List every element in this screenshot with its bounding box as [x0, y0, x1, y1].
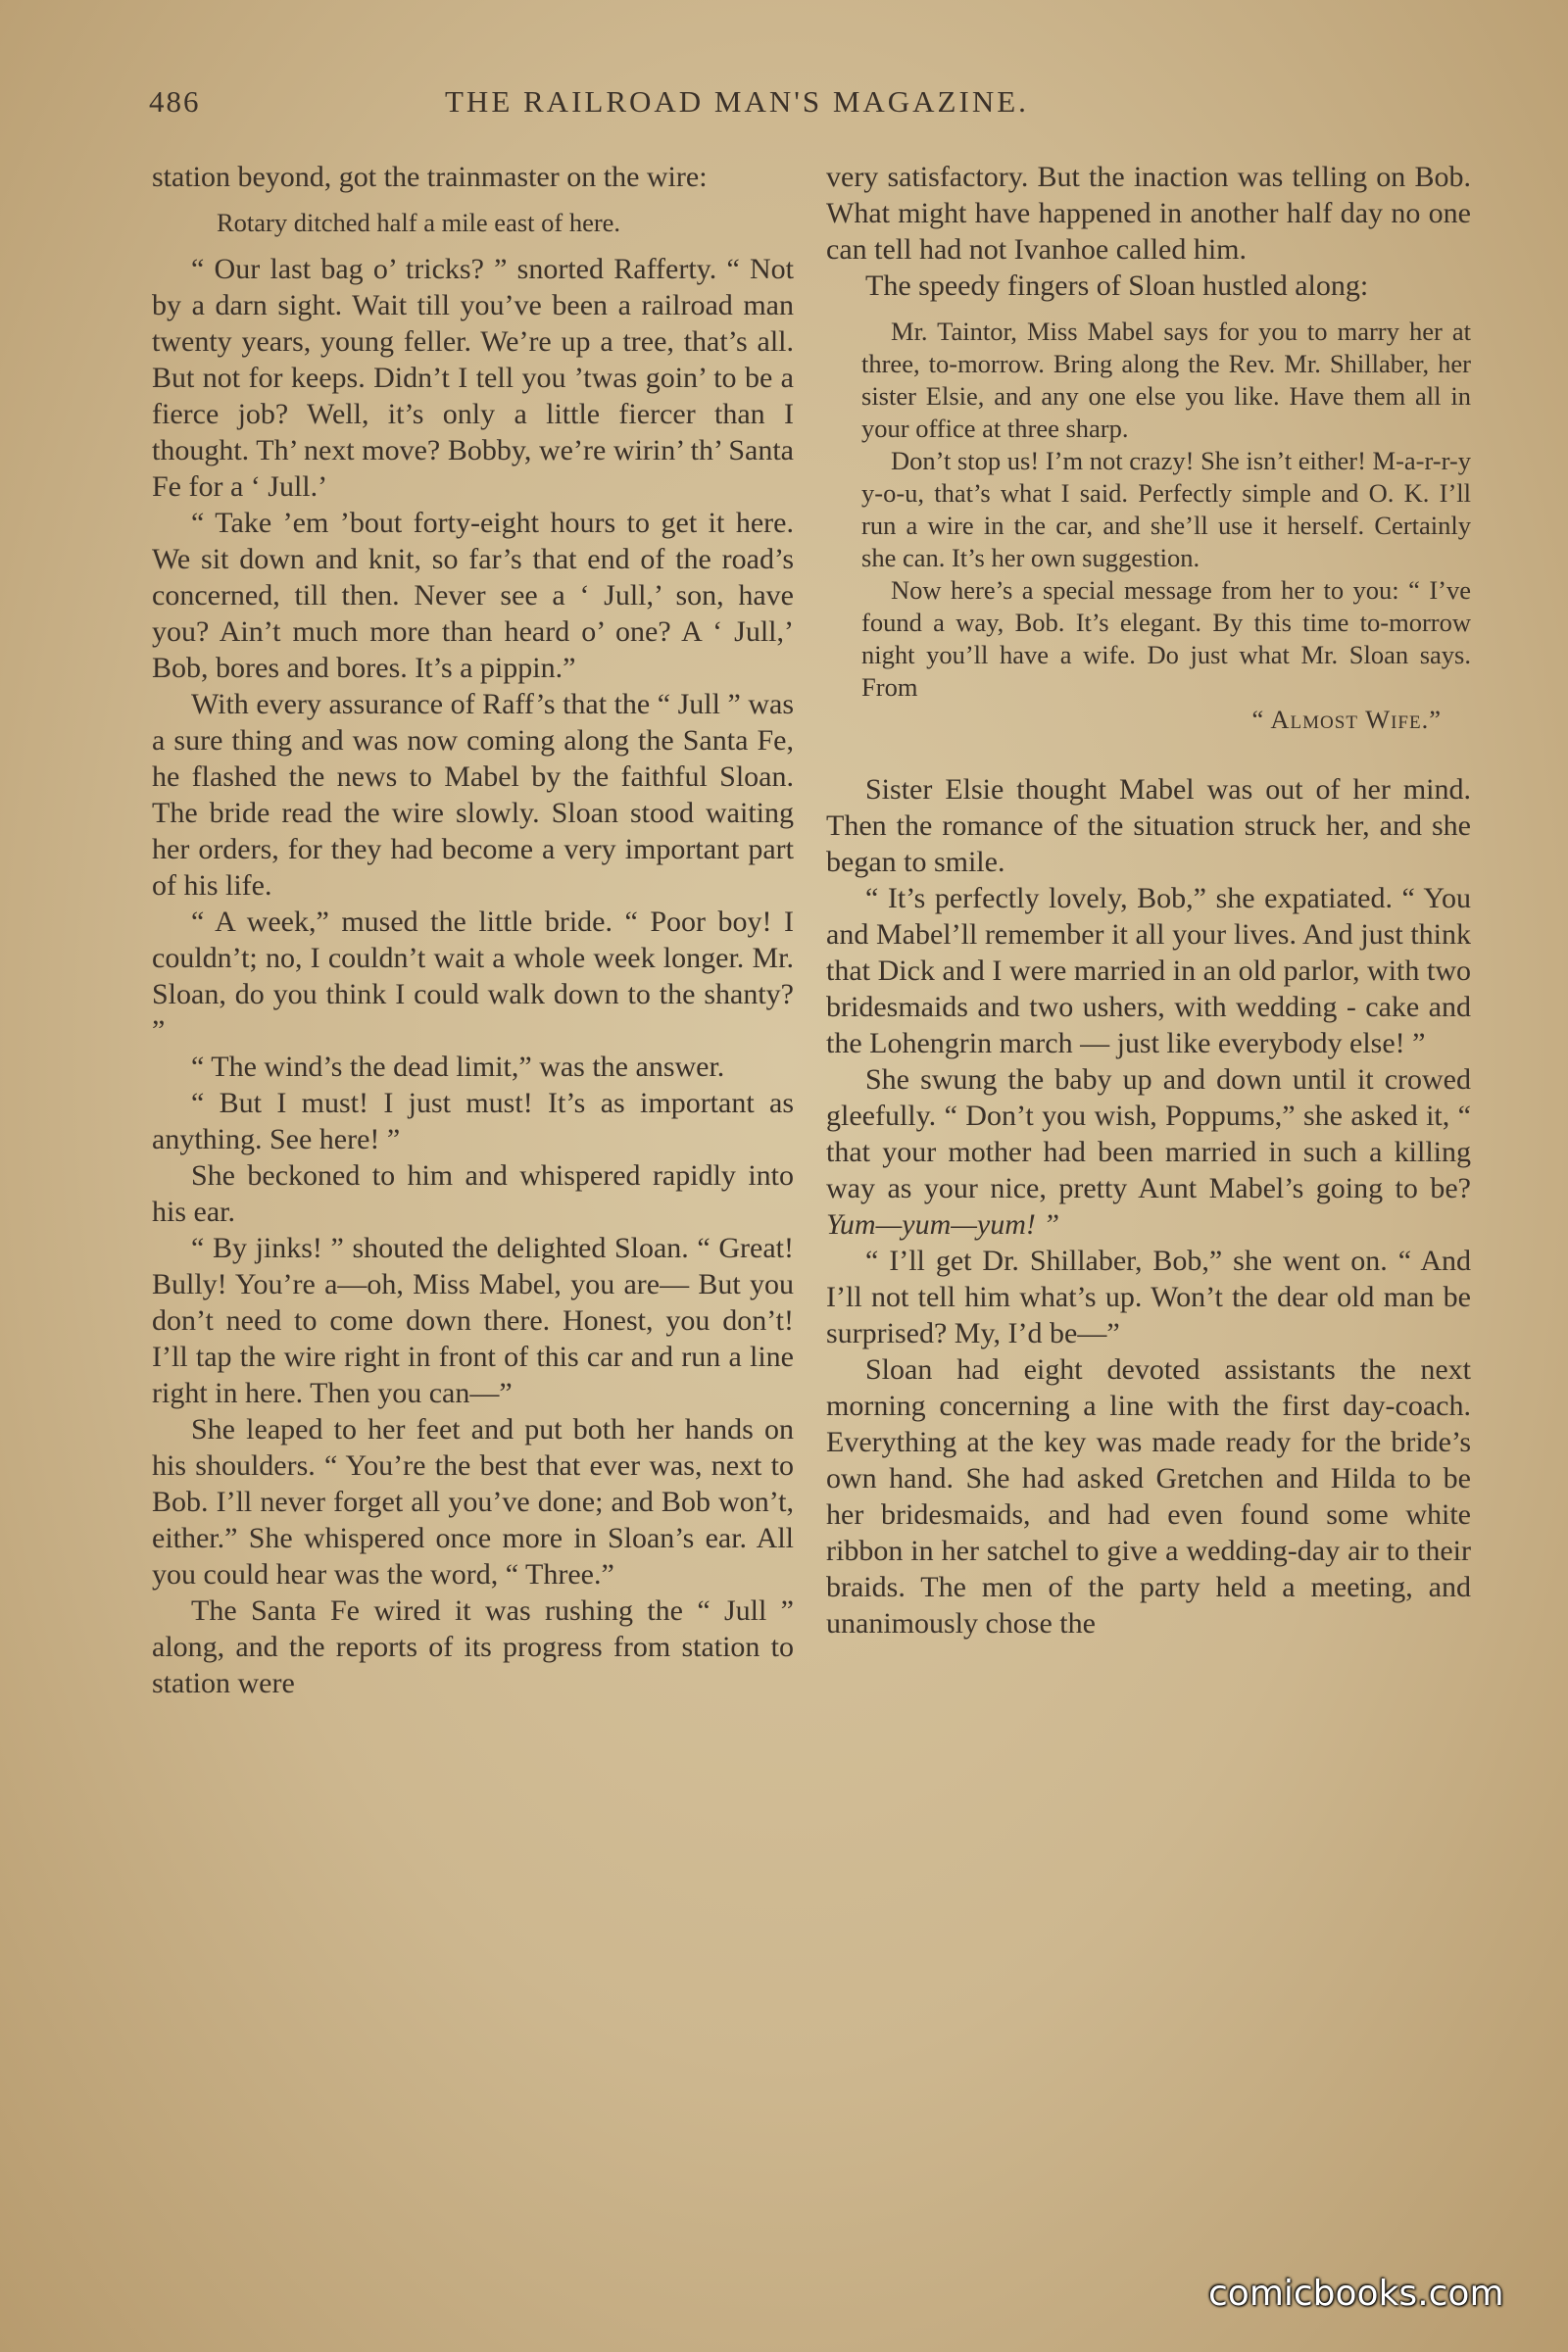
paragraph: Sister Elsie thought Mabel was out of her mind. Then the romance of the situation struck her, and she began to smile.	[826, 773, 1471, 878]
paragraph: She beckoned to him and whispered rapidly into his ear.	[152, 1159, 794, 1228]
paragraph: station beyond, got the trainmaster on the wire:	[152, 161, 708, 193]
telegram-quote: Rotary ditched half a mile east of here.	[217, 208, 621, 237]
telegram-quote: Don’t stop us! I’m not crazy! She isn’t either! M-a-r-r-y y-o-u, that’s what I said. Perfectly simple and O. K. I’ll run a wire in the car, and she’ll use it herself. Certainly she can. It’s her own suggestion.	[861, 446, 1471, 572]
signoff-text: “ Almost Wife.”	[1251, 705, 1442, 734]
paragraph: “ A week,” mused the little bride. “ Poor boy! I couldn’t; no, I couldn’t wait a whole week longer. Mr. Sloan, do you think I could walk down to the shanty? ”	[152, 906, 794, 1047]
telegram-signoff	[826, 704, 1471, 736]
italic-text: Yum—yum—yum! ”	[826, 1208, 1060, 1241]
paragraph-text: She swung the baby up and down until it crowed gleefully. “ Don’t you wish, Poppums,” she asked it, “ that your mother had been married in such a killing way as your nice, pretty Aunt Mabel’s going to be?	[826, 1063, 1471, 1204]
paragraph: very satisfactory. But the inaction was telling on Bob. What might have happened in another half day no one can tell had not Ivanhoe called him.	[826, 161, 1471, 266]
paragraph: “ Take ’em ’bout forty-eight hours to get it here. We sit down and knit, so far’s that end of the road’s concerned, till then. Never see a ‘ Jull,’ son, have you? Ain’t much more than heard o’ one? A ‘ Jull,’ Bob, bores and bores. It’s a pippin.”	[152, 507, 794, 684]
paragraph: “ Our last bag o’ tricks? ” snorted Rafferty. “ Not by a darn sight. Wait till you’ve been a railroad man twenty years, young feller. We’re up a tree, that’s all. But not for keeps. Didn’t I tell you ’twas goin’ to be a fierce job? Well, it’s only a little fiercer than I thought. Th’ next move? Bobby, we’re wirin’ th’ Santa Fe for a ‘ Jull.’	[152, 253, 794, 503]
running-title: THE RAILROAD MAN'S MAGAZINE.	[445, 84, 1029, 119]
page-number: 486	[149, 84, 201, 119]
paragraph: Sloan had eight devoted assistants the next morning concerning a line with the first day-coach. Everything at the key was made ready for the bride’s own hand. She had asked Gretchen and Hilda to be her bridesmaids, and had even found some white ribbon in her satchel to give a wedding-day air to their braids. The men of the party held a meeting, and unanimously chose the	[826, 1353, 1471, 1640]
paragraph: With every assurance of Raff’s that the “ Jull ” was a sure thing and was now coming along the Santa Fe, he flashed the news to Mabel by the faithful Sloan. The bride read the wire slowly. Sloan stood waiting her orders, for they had become a very important part of his life.	[152, 688, 794, 902]
paragraph: The speedy fingers of Sloan hustled along:	[865, 270, 1369, 302]
paragraph: The Santa Fe wired it was rushing the “ Jull ” along, and the reports of its progress from station to station were	[152, 1594, 794, 1699]
site-watermark: comicbooks.com	[1208, 2274, 1504, 2314]
left-column	[152, 159, 794, 1701]
paragraph	[826, 1061, 1471, 1243]
paragraph: “ The wind’s the dead limit,” was the answer.	[191, 1051, 725, 1083]
telegram-quote: Mr. Taintor, Miss Mabel says for you to marry her at three, to-morrow. Bring along the Rev. Mr. Shillaber, her sister Elsie, and any one else you like. Have them all in your office at three sharp.	[861, 317, 1471, 443]
paragraph: “ But I must! I just must! It’s as important as anything. See here! ”	[152, 1087, 794, 1155]
page-header	[149, 84, 1472, 123]
right-column	[826, 159, 1471, 1642]
paragraph: “ I’ll get Dr. Shillaber, Bob,” she went on. “ And I’ll not tell him what’s up. Won’t the dear old man be surprised? My, I’d be—”	[826, 1245, 1471, 1349]
paragraph: “ By jinks! ” shouted the delighted Sloan. “ Great! Bully! You’re a—oh, Miss Mabel, you are— But you don’t need to come down there. Honest, you don’t! I’ll tap the wire right in front of this car and run a line right in here. Then you can—”	[152, 1232, 794, 1409]
paragraph: “ It’s perfectly lovely, Bob,” she expatiated. “ You and Mabel’ll remember it all your lives. And just think that Dick and I were married in an old parlor, with two bridesmaids and two ushers, with wedding - cake and the Lohengrin march — just like everybody else! ”	[826, 882, 1471, 1059]
telegram-quote: Now here’s a special message from her to you: “ I’ve found a way, Bob. It’s elegant. By this time to-morrow night you’ll have a wife. Do just what Mr. Sloan says. From	[861, 575, 1471, 702]
paragraph: She leaped to her feet and put both her hands on his shoulders. “ You’re the best that ever was, next to Bob. I’ll never forget all you’ve done; and Bob won’t, either.” She whispered once more in Sloan’s ear. All you could hear was the word, “ Three.”	[152, 1413, 794, 1591]
